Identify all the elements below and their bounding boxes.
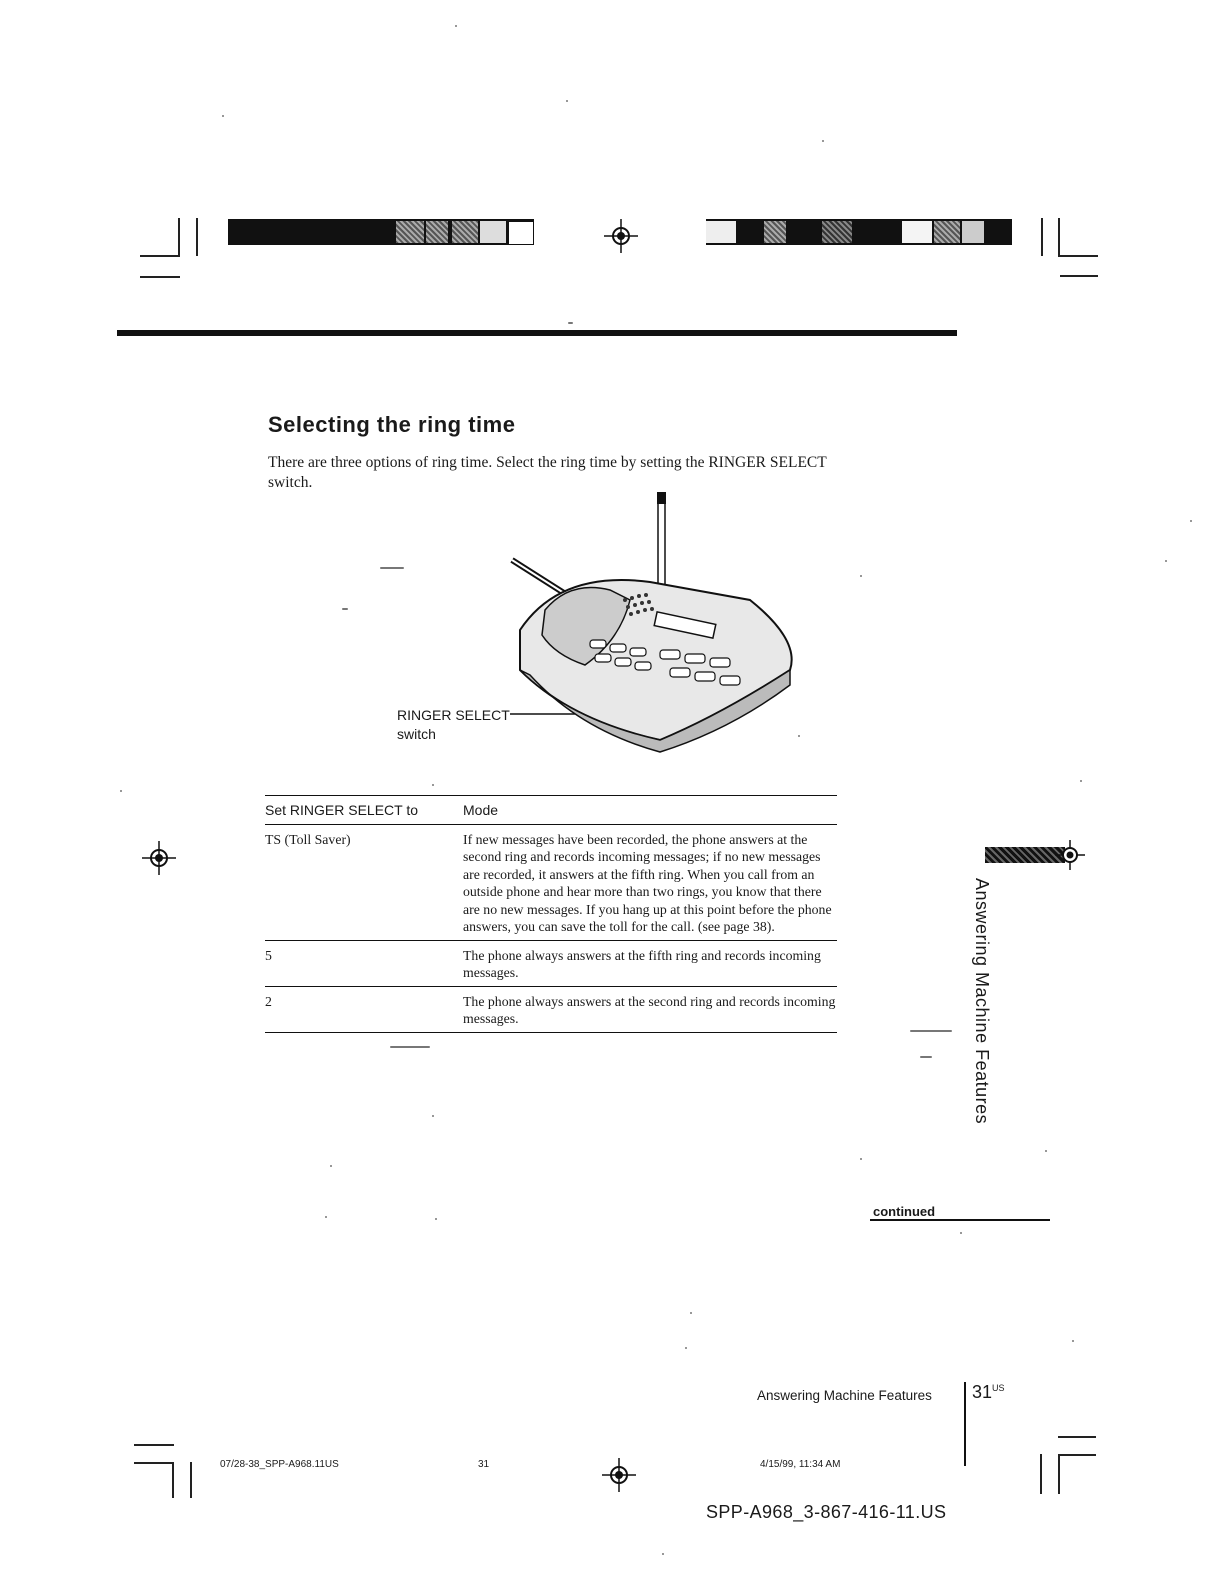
- table-header-row: [265, 796, 837, 825]
- callout-line-2: switch: [397, 726, 436, 742]
- section-title: Selecting the ring time: [268, 412, 516, 437]
- callout-line-1: RINGER SELECT: [397, 707, 510, 723]
- registration-mark-top-icon: [604, 219, 638, 253]
- side-tab-marker: [985, 845, 1075, 865]
- side-tab-label: [971, 878, 992, 1178]
- ringer-select-callout: [397, 706, 510, 744]
- registration-mark-bottom-icon: [602, 1458, 636, 1492]
- table-row: [265, 824, 837, 940]
- document-id: SPP-A968_3-867-416-11.US: [706, 1502, 947, 1522]
- setting-cell: TS (Toll Saver): [265, 824, 463, 940]
- mode-cell: The phone always answers at the fifth ring and records incoming messages.: [463, 940, 837, 986]
- table-row: [265, 940, 837, 986]
- header-rule: [117, 330, 957, 336]
- setting-cell: 5: [265, 940, 463, 986]
- intro-paragraph: There are three options of ring time. Select the ring time by setting the RINGER SELECT switch.: [268, 454, 827, 491]
- page-number: [972, 1382, 1005, 1403]
- ring-time-table: [265, 795, 837, 1033]
- table-row: [265, 986, 837, 1032]
- slug-page: 31: [478, 1459, 490, 1470]
- header-mode: Mode: [463, 796, 837, 825]
- header-setting: Set RINGER SELECT to: [265, 796, 463, 825]
- registration-mark-side-icon: [1055, 840, 1085, 870]
- footer-section-name: Answering Machine Features: [757, 1388, 932, 1403]
- registration-mark-left-icon: [142, 841, 176, 875]
- footer-divider: [964, 1382, 966, 1466]
- page-number-suffix: US: [992, 1383, 1005, 1393]
- continued-rule: [870, 1219, 1050, 1221]
- color-bar-right: [706, 219, 1012, 245]
- setting-cell: 2: [265, 986, 463, 1032]
- slug-filename: 07/28-38_SPP-A968.11US: [220, 1459, 339, 1470]
- side-tab-text: Answering Machine Features: [972, 878, 992, 1125]
- page-number-value: 31: [972, 1382, 993, 1402]
- mode-cell: If new messages have been recorded, the phone answers at the second ring and records incoming messages; if no new messages are recorded, it answers at the fifth ring. When you call from an outside phone and hear more than two rings, you know that there are no new messages. If you hang up at this point before the phone answers, you can save the toll for the call. (see page 38).: [463, 824, 837, 940]
- mode-cell: The phone always answers at the second ring and records incoming messages.: [463, 986, 837, 1032]
- continued-label: continued: [873, 1204, 936, 1219]
- slug-timestamp: 4/15/99, 11:34 AM: [760, 1459, 841, 1470]
- color-bar-left: [228, 219, 534, 245]
